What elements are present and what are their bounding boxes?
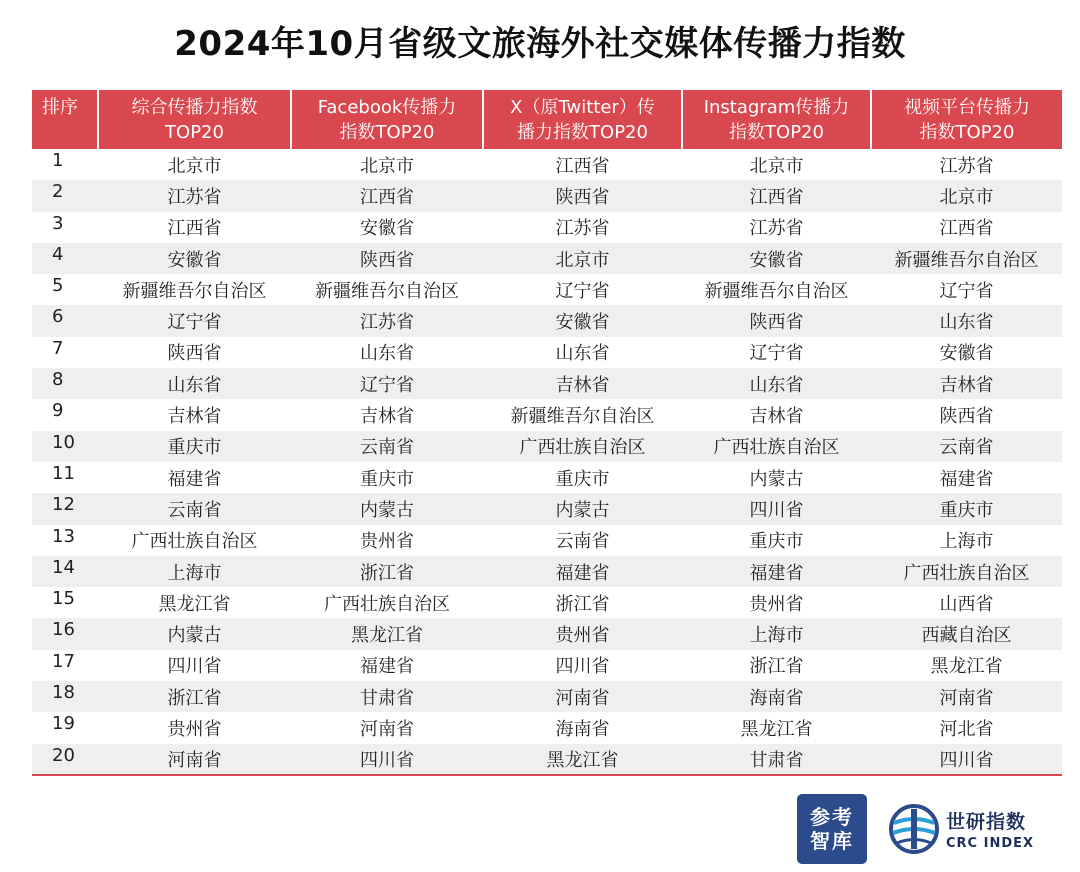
province-cell: 山东省 — [871, 305, 1062, 336]
province-cell: 河南省 — [360, 718, 414, 740]
province-cell: 安徽省 — [939, 343, 994, 365]
province-cell: 江西省 — [291, 180, 483, 211]
rank-cell: 14 — [32, 556, 98, 587]
header-line2: 播力指数TOP20 — [517, 121, 648, 143]
table-row — [32, 650, 1062, 681]
province-cell: 广西壮族自治区 — [682, 431, 871, 462]
province-cell: 内蒙古 — [291, 493, 483, 524]
crc-index-logo — [888, 798, 1048, 860]
header-line1: 综合传播力指数 — [131, 96, 258, 118]
province-cell: 浙江省 — [749, 656, 804, 678]
table-row — [32, 274, 1062, 305]
province-cell: 吉林省 — [360, 406, 414, 428]
province-cell: 江西省 — [682, 180, 871, 211]
table-row — [32, 431, 1062, 462]
header-line2: 指数TOP20 — [339, 121, 435, 143]
province-cell: 四川省 — [555, 656, 610, 678]
province-cell: 辽宁省 — [98, 305, 291, 336]
header-line1: X（原Twitter）传 — [510, 96, 655, 118]
rank-cell: 10 — [32, 431, 98, 462]
province-cell: 广西壮族自治区 — [131, 531, 258, 553]
ranking-table — [32, 90, 1062, 776]
rank-cell: 16 — [32, 618, 98, 649]
province-cell: 陕西省 — [939, 406, 994, 428]
province-cell: 内蒙古 — [483, 493, 682, 524]
header-line1: Instagram传播力 — [703, 96, 850, 118]
table-row — [32, 399, 1062, 430]
province-cell: 江苏省 — [291, 305, 483, 336]
table-row — [32, 681, 1062, 712]
province-cell: 吉林省 — [167, 406, 222, 428]
crc-logo-en: CRC INDEX — [946, 836, 1035, 851]
province-cell: 新疆维吾尔自治区 — [315, 280, 459, 302]
rank-cell: 8 — [32, 368, 98, 399]
province-cell: 广西壮族自治区 — [871, 556, 1062, 587]
rank-cell: 6 — [32, 305, 98, 336]
table-row — [32, 587, 1062, 618]
province-cell: 山东省 — [682, 368, 871, 399]
cankao-logo-line1: 参考 — [810, 805, 854, 829]
province-cell: 吉林省 — [483, 368, 682, 399]
header-line1: Facebook传播力 — [317, 96, 457, 118]
table-row — [32, 149, 1062, 180]
rank-cell: 17 — [52, 650, 75, 672]
globe-logo-icon — [888, 803, 940, 855]
table-row — [32, 462, 1062, 493]
province-cell: 吉林省 — [749, 406, 804, 428]
province-cell: 上海市 — [682, 618, 871, 649]
table-body — [32, 149, 1062, 775]
province-cell: 海南省 — [555, 718, 610, 740]
header-line2: 指数TOP20 — [729, 121, 824, 143]
header-line2: TOP20 — [165, 121, 224, 143]
province-cell: 四川省 — [682, 493, 871, 524]
province-cell: 重庆市 — [360, 468, 414, 490]
rank-cell: 15 — [52, 588, 75, 610]
province-cell: 安徽省 — [98, 243, 291, 274]
table-row — [32, 525, 1062, 556]
province-cell: 山东省 — [360, 343, 414, 365]
rank-cell: 13 — [52, 525, 75, 547]
province-cell: 重庆市 — [871, 493, 1062, 524]
province-cell: 云南省 — [291, 431, 483, 462]
province-cell: 云南省 — [98, 493, 291, 524]
province-cell: 江苏省 — [939, 155, 994, 177]
province-cell: 北京市 — [167, 155, 222, 177]
rank-cell: 2 — [32, 180, 98, 211]
header-col-2 — [291, 90, 483, 149]
province-cell: 西藏自治区 — [871, 618, 1062, 649]
table-header-row — [32, 90, 1062, 149]
province-cell: 黑龙江省 — [930, 656, 1003, 678]
province-cell: 辽宁省 — [555, 280, 610, 302]
province-cell: 甘肃省 — [682, 744, 871, 775]
province-cell: 福建省 — [360, 656, 414, 678]
table-row — [32, 744, 1062, 775]
province-cell: 广西壮族自治区 — [483, 431, 682, 462]
rank-cell: 11 — [52, 462, 75, 484]
rank-cell: 20 — [32, 744, 98, 775]
province-cell: 江苏省 — [555, 218, 610, 240]
province-cell: 新疆维吾尔自治区 — [510, 406, 655, 428]
province-cell: 安徽省 — [360, 218, 414, 240]
header-col-5 — [871, 90, 1062, 149]
province-cell: 贵州省 — [167, 718, 222, 740]
province-cell: 辽宁省 — [749, 343, 804, 365]
table-row — [32, 180, 1062, 211]
province-cell: 北京市 — [749, 155, 804, 177]
province-cell: 四川省 — [291, 744, 483, 775]
header-col-1 — [98, 90, 291, 149]
province-cell: 辽宁省 — [939, 280, 994, 302]
table-row — [32, 368, 1062, 399]
province-cell: 福建省 — [939, 468, 994, 490]
province-cell: 黑龙江省 — [483, 744, 682, 775]
province-cell: 江西省 — [939, 218, 994, 240]
province-cell: 上海市 — [98, 556, 291, 587]
table-row — [32, 305, 1062, 336]
province-cell: 黑龙江省 — [291, 618, 483, 649]
rank-cell: 9 — [52, 400, 64, 422]
province-cell: 贵州省 — [483, 618, 682, 649]
cankao-zhiku-logo — [797, 794, 867, 864]
table-row — [32, 493, 1062, 524]
province-cell: 云南省 — [555, 531, 610, 553]
province-cell: 福建省 — [167, 468, 222, 490]
rank-cell: 7 — [52, 337, 64, 359]
header-line2: 指数TOP20 — [919, 121, 1015, 143]
province-cell: 安徽省 — [682, 243, 871, 274]
table-row — [32, 618, 1062, 649]
province-cell: 内蒙古 — [749, 468, 804, 490]
table-row — [32, 712, 1062, 743]
rank-cell: 19 — [52, 713, 75, 735]
province-cell: 云南省 — [871, 431, 1062, 462]
rank-cell: 3 — [52, 212, 64, 234]
province-cell: 北京市 — [483, 243, 682, 274]
province-cell: 陕西省 — [291, 243, 483, 274]
province-cell: 山西省 — [939, 593, 994, 615]
province-cell: 新疆维吾尔自治区 — [122, 280, 267, 302]
province-cell: 甘肃省 — [291, 681, 483, 712]
province-cell: 广西壮族自治区 — [324, 593, 450, 615]
province-cell: 四川省 — [871, 744, 1062, 775]
province-cell: 北京市 — [871, 180, 1062, 211]
rank-cell: 18 — [32, 681, 98, 712]
province-cell: 新疆维吾尔自治区 — [871, 243, 1062, 274]
table-row — [32, 212, 1062, 243]
header-col-4 — [682, 90, 871, 149]
province-cell: 重庆市 — [98, 431, 291, 462]
province-cell: 浙江省 — [291, 556, 483, 587]
province-cell: 吉林省 — [871, 368, 1062, 399]
province-cell: 江苏省 — [98, 180, 291, 211]
table-row — [32, 243, 1062, 274]
header-col-3 — [483, 90, 682, 149]
header-rank — [32, 90, 98, 149]
province-cell: 河南省 — [98, 744, 291, 775]
province-cell: 新疆维吾尔自治区 — [704, 280, 849, 302]
province-cell: 福建省 — [483, 556, 682, 587]
province-cell: 北京市 — [360, 155, 414, 177]
province-cell: 山东省 — [555, 343, 610, 365]
province-cell: 贵州省 — [360, 531, 414, 553]
province-cell: 内蒙古 — [98, 618, 291, 649]
rank-cell: 5 — [52, 275, 64, 297]
province-cell: 江西省 — [167, 218, 222, 240]
province-cell: 四川省 — [167, 656, 222, 678]
province-cell: 江西省 — [555, 155, 610, 177]
province-cell: 陕西省 — [682, 305, 871, 336]
province-cell: 河南省 — [871, 681, 1062, 712]
page-title: 2024年10月省级文旅海外社交媒体传播力指数 — [174, 24, 906, 64]
header-line1: 排序 — [42, 97, 78, 118]
province-cell: 重庆市 — [749, 531, 804, 553]
province-cell: 海南省 — [682, 681, 871, 712]
province-cell: 陕西省 — [483, 180, 682, 211]
province-cell: 黑龙江省 — [158, 593, 231, 615]
province-cell: 山东省 — [98, 368, 291, 399]
cankao-logo-line2: 智库 — [810, 829, 854, 853]
province-cell: 陕西省 — [167, 343, 222, 365]
header-line1: 视频平台传播力 — [904, 96, 1030, 118]
province-cell: 安徽省 — [483, 305, 682, 336]
province-cell: 河南省 — [483, 681, 682, 712]
rank-cell: 1 — [52, 150, 64, 171]
province-cell: 江苏省 — [749, 218, 804, 240]
rank-cell: 4 — [32, 243, 98, 274]
rank-cell: 12 — [32, 493, 98, 524]
province-cell: 辽宁省 — [291, 368, 483, 399]
table-row — [32, 556, 1062, 587]
province-cell: 浙江省 — [555, 593, 610, 615]
province-cell: 浙江省 — [98, 681, 291, 712]
province-cell: 黑龙江省 — [740, 718, 813, 740]
province-cell: 上海市 — [939, 531, 994, 553]
province-cell: 福建省 — [682, 556, 871, 587]
province-cell: 河北省 — [939, 718, 994, 740]
crc-logo-cn: 世研指数 — [946, 811, 1027, 833]
table-row — [32, 337, 1062, 368]
province-cell: 重庆市 — [555, 468, 610, 490]
province-cell: 贵州省 — [749, 593, 804, 615]
